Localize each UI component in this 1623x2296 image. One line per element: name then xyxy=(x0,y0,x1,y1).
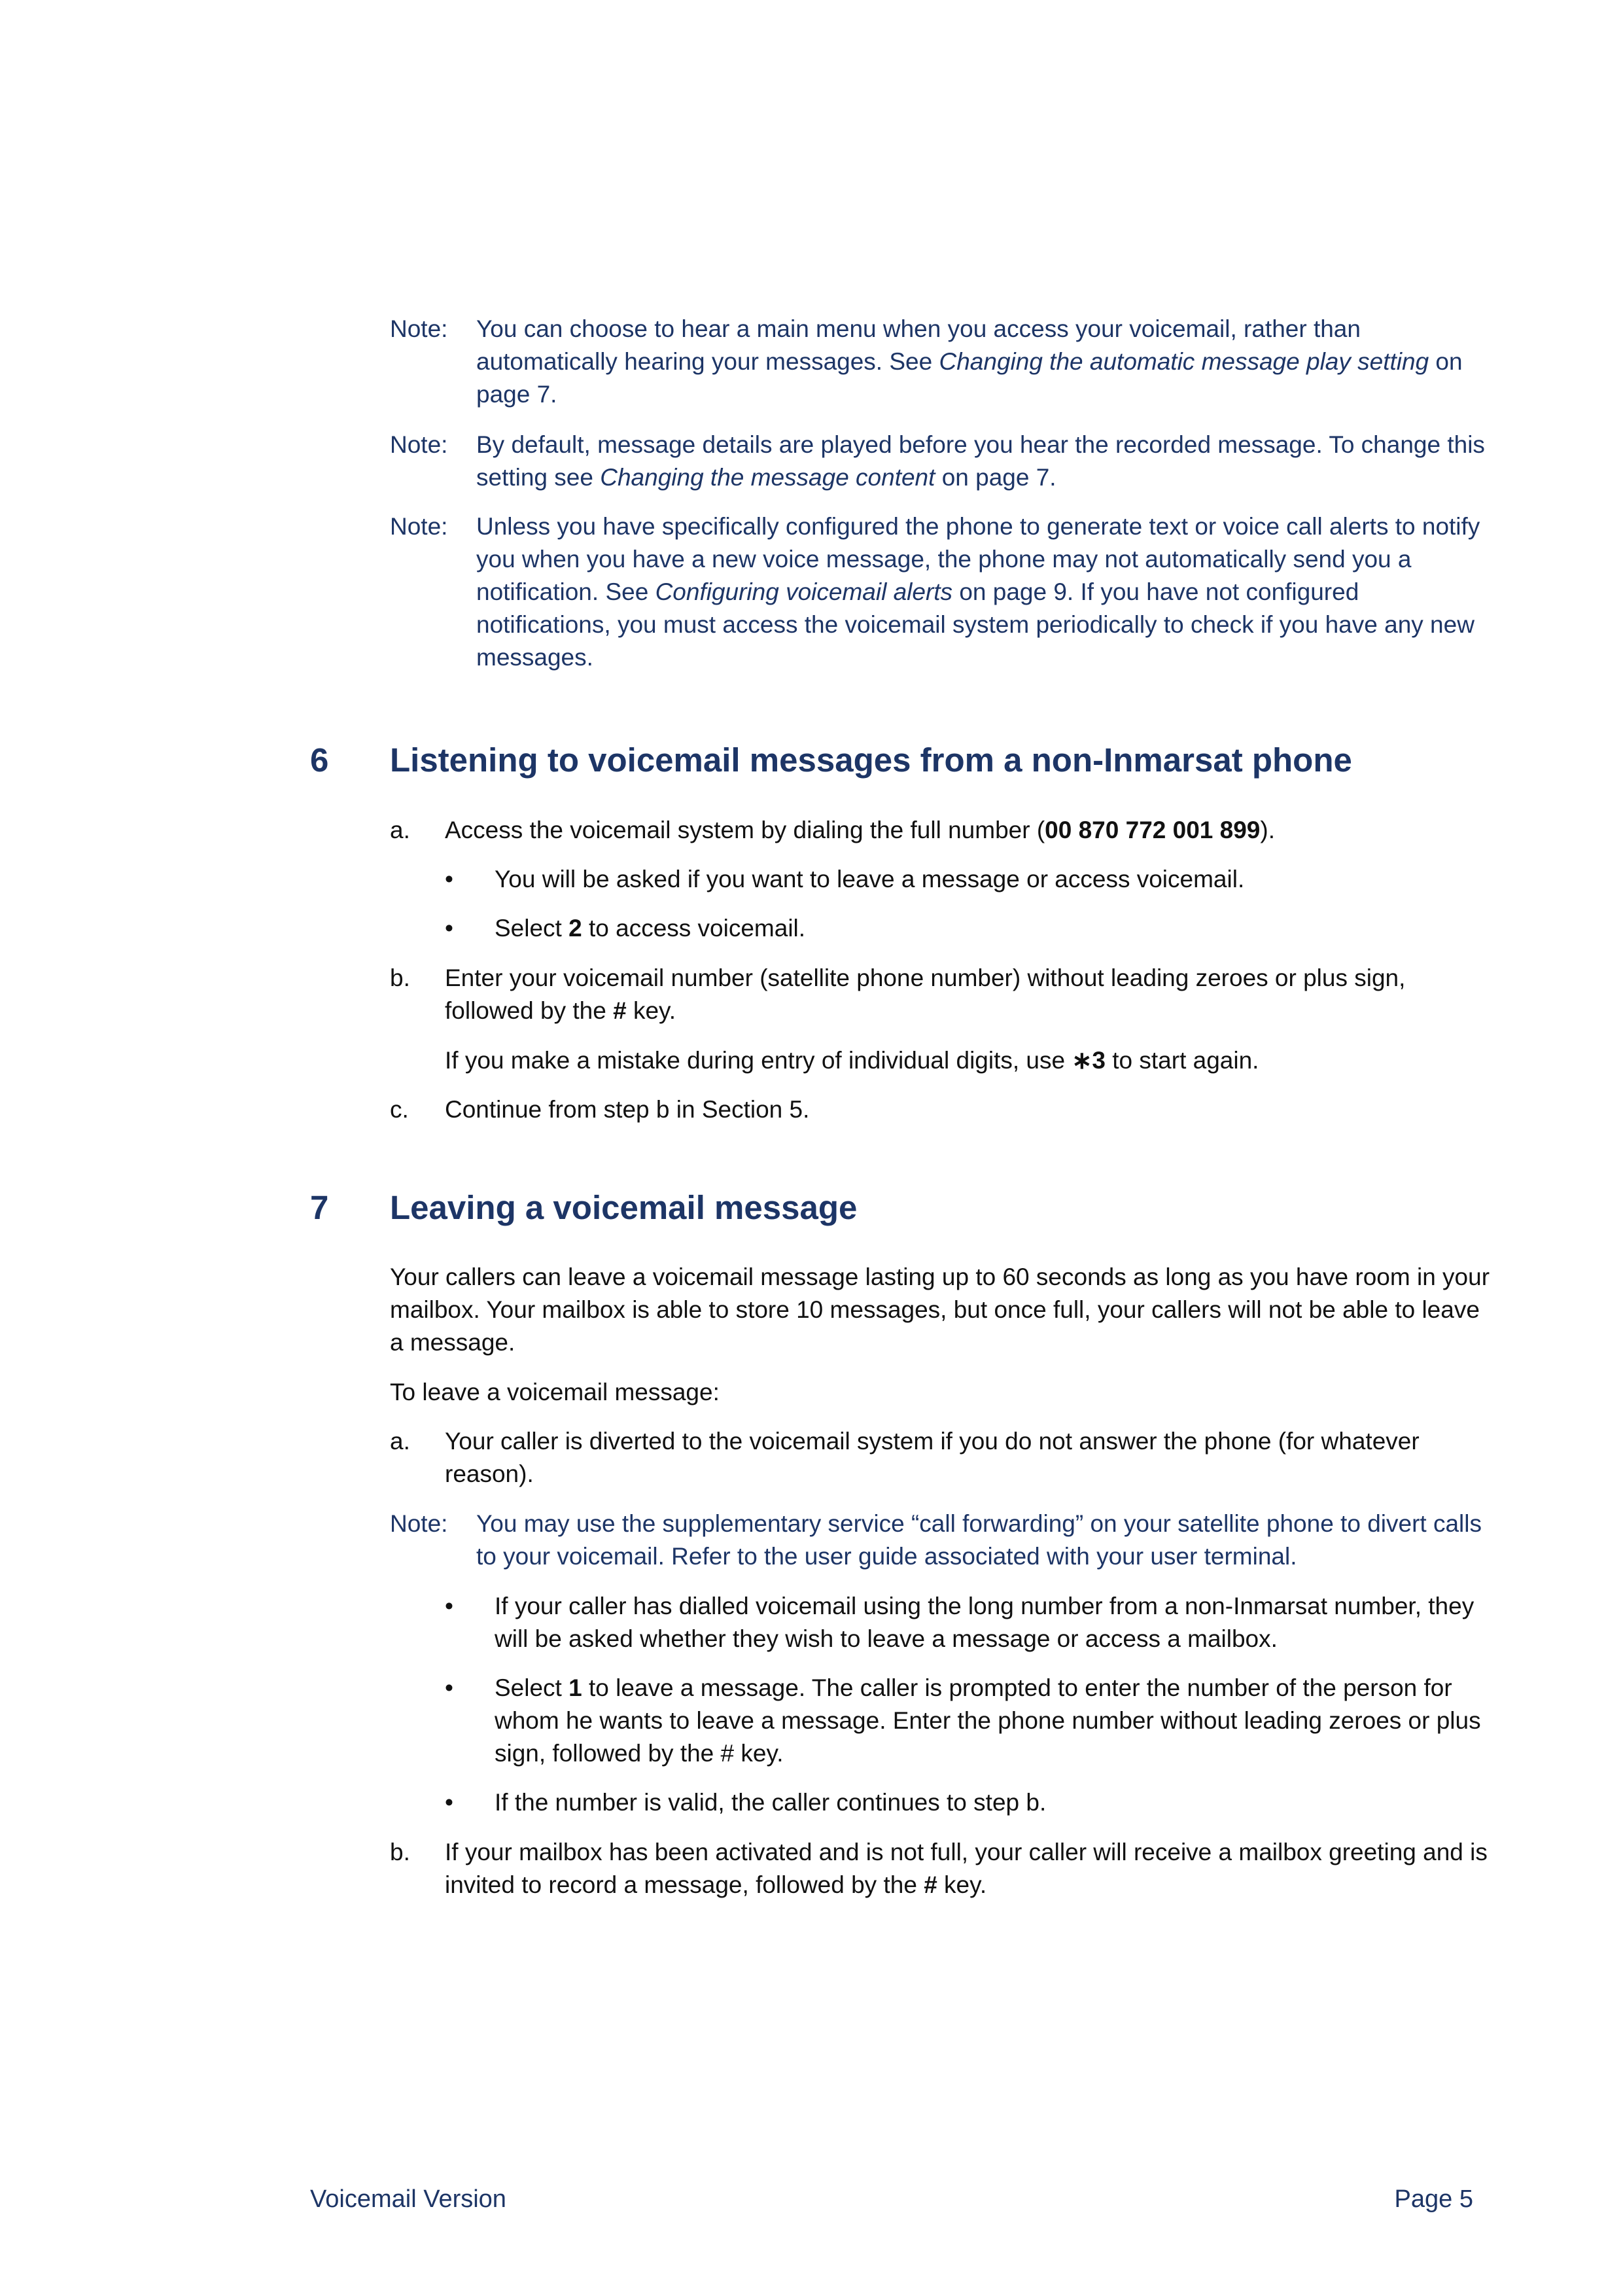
section-7-lead: To leave a voicemail message: xyxy=(390,1379,720,1405)
bold-run: # xyxy=(613,997,627,1024)
text-run: If your caller has dialled voicemail using the long number from a non-Inmarsat number, they will be asked whether they wish to leave a message or access a mailbox. xyxy=(495,1593,1475,1652)
bold-run: 00 870 772 001 899 xyxy=(1045,817,1261,843)
text-run: ). xyxy=(1260,817,1275,843)
bold-run: ∗3 xyxy=(1072,1047,1106,1074)
text-run: Your caller is diverted to the voicemail system if you do not answer the phone (for whatever reason). xyxy=(445,1428,1420,1487)
bullet-text xyxy=(495,863,1495,896)
step-text xyxy=(445,962,1492,1027)
step-text xyxy=(445,1093,1492,1126)
bold-run: 2 xyxy=(568,915,582,942)
step-marker: a. xyxy=(390,817,410,843)
step-text xyxy=(445,814,1492,847)
step-marker: a. xyxy=(390,1428,410,1455)
text-run: If you make a mistake during entry of individual digits, use xyxy=(445,1047,1072,1074)
note-label: Note: xyxy=(390,431,448,458)
text-run: on page 7. xyxy=(476,348,1463,408)
text-run: You can choose to hear a main menu when you access your voicemail, rather than automatically hearing your messages. See xyxy=(476,315,1361,375)
section-number: 7 xyxy=(310,1189,329,1226)
text-run: to start again. xyxy=(1105,1047,1259,1074)
italic-run: Configuring voicemail alerts xyxy=(655,578,953,605)
note-text xyxy=(476,429,1489,494)
step-text xyxy=(445,1425,1492,1491)
section-number: 6 xyxy=(310,741,329,779)
note-text xyxy=(476,510,1489,674)
section-title: Leaving a voicemail message xyxy=(390,1189,858,1226)
step-marker: b. xyxy=(390,964,410,991)
section-6-step-b-note xyxy=(445,1044,1492,1077)
bullet-icon: • xyxy=(445,1789,453,1816)
text-run: Select xyxy=(495,1674,569,1701)
bullet-text xyxy=(495,912,1495,945)
text-run: to access voicemail. xyxy=(582,915,806,942)
note-label: Note: xyxy=(390,1510,448,1537)
text-run: If the number is valid, the caller continues to step b. xyxy=(495,1789,1047,1816)
step-marker: b. xyxy=(390,1839,410,1865)
text-run: Access the voicemail system by dialing the full number ( xyxy=(445,817,1045,843)
text-run: Enter your voicemail number (satellite phone number) without leading zeroes or plus sign, followed by the xyxy=(445,964,1406,1024)
note-label: Note: xyxy=(390,315,448,342)
bullet-icon: • xyxy=(445,1593,453,1619)
note-label: Note: xyxy=(390,513,448,540)
bullet-icon: • xyxy=(445,866,453,892)
text-run: If your mailbox has been activated and is not full, your caller will receive a mailbox greeting and is invited to record a message, followed by the xyxy=(445,1839,1488,1898)
italic-run: Changing the message content xyxy=(600,464,935,491)
bullet-text xyxy=(495,1672,1495,1770)
step-marker: c. xyxy=(390,1096,409,1123)
footer-left: Voicemail Version xyxy=(310,2185,506,2213)
text-run: You may use the supplementary service “call forwarding” on your satellite phone to divert calls to your voicemail. Refer to the user guide associated with your user terminal. xyxy=(476,1510,1482,1570)
bold-run: # xyxy=(924,1871,937,1898)
text-run: Select xyxy=(495,915,569,942)
bold-run: 1 xyxy=(568,1674,582,1701)
text-run: key. xyxy=(937,1871,987,1898)
text-run: By default, message details are played before you hear the recorded message. To change this setting see xyxy=(476,431,1485,491)
footer-page-number: Page 5 xyxy=(1394,2185,1473,2213)
note-text xyxy=(476,1508,1489,1573)
text-run: You will be asked if you want to leave a message or access voicemail. xyxy=(495,866,1245,892)
bullet-text xyxy=(495,1786,1495,1819)
bullet-icon: • xyxy=(445,915,453,942)
text-run: on page 7. xyxy=(935,464,1056,491)
bullet-text xyxy=(495,1590,1495,1655)
bullet-icon: • xyxy=(445,1674,453,1701)
text-run: Continue from step b in Section 5. xyxy=(445,1096,810,1123)
section-7-intro: Your callers can leave a voicemail message lasting up to 60 seconds as long as you have room in your mailbox. Your mailbox is able to store 10 messages, but once full, your callers will not be able to leave a message. xyxy=(390,1263,1490,1356)
section-title: Listening to voicemail messages from a non-Inmarsat phone xyxy=(390,741,1352,779)
text-run: to leave a message. The caller is prompted to enter the number of the person for whom he wants to leave a message. Enter the phone number without leading zeroes or plus sign, followed by the # key. xyxy=(495,1674,1481,1767)
italic-run: Changing the automatic message play setting xyxy=(939,348,1429,375)
text-run: key. xyxy=(626,997,676,1024)
step-extra-text xyxy=(445,1044,1492,1077)
note-text xyxy=(476,313,1489,411)
text-run: Unless you have specifically configured the phone to generate text or voice call alerts to notify you when you have a new voice message, the phone may not automatically send you a notification. See xyxy=(476,513,1480,605)
text-run: on page 9. If you have not configured notifications, you must access the voicemail system periodically to check if you have any new messages. xyxy=(476,578,1475,671)
step-text xyxy=(445,1836,1492,1901)
